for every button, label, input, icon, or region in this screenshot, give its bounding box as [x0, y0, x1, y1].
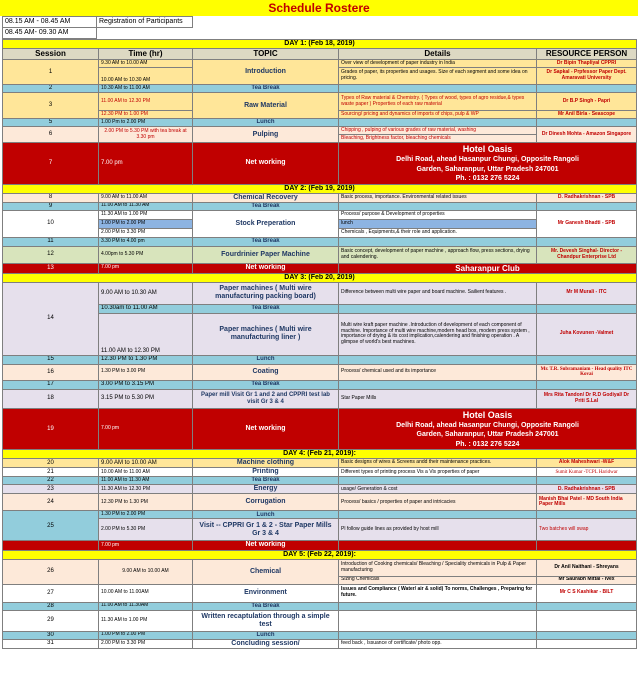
lunch-row: [3, 631, 637, 639]
session-topic: Paper mill Visit Gr 1 and 2 and CPPRI test lab visit Gr 3 & 4: [193, 389, 339, 408]
session-number: 6: [3, 127, 99, 143]
resource-person: Mr Anil Birla - Seascope: [537, 111, 637, 119]
session-time: 11.00 AM to 11.30 AM: [99, 477, 193, 485]
day-3-header: DAY 3: (Feb 20, 2019): [3, 273, 637, 282]
session-details: Process/ chemical used and its importance: [339, 364, 537, 380]
session-time: 11.00 AM to 11.30AM: [99, 602, 193, 610]
resource-person: Mr Ganesh Bhadti - SPB: [537, 210, 637, 237]
resource-person: Mr. T.R. Subramaniam - Head quality ITC Kovai: [537, 364, 637, 380]
day-5-header: DAY 5: (Feb 22, 2019):: [3, 550, 637, 559]
session-time: 9.00 AM to 11.00 AM: [99, 193, 193, 202]
session-details: Grades of paper, its properties and usages. Size of each segment and some idea on pricing.: [339, 68, 537, 85]
session-time: 12.30 PM to 1.30 PM: [99, 494, 193, 511]
session-topic: Paper machines ( Multi wire manufacturing liner ): [193, 313, 339, 355]
resource-person: Mr C S Kashikar - BILT: [537, 584, 637, 602]
resource-person: D. Radhakrishnan - SPB: [537, 193, 637, 202]
session-row-21: [3, 468, 637, 477]
session-number: 23: [3, 485, 99, 494]
session-details: Basic concept, development of paper machine , approach flow, press sections, drying and calendering.: [339, 246, 537, 263]
session-row-26: [3, 559, 637, 576]
hotel-phone: Ph. : 0132 276 5224: [455, 175, 520, 183]
session-time: 2.00 PM to 5.30 PM: [99, 519, 193, 541]
session-details: Types of Raw material & Chemistry. ( Types of wood, types of agro residue,& types waste paper ) Properties of each raw material: [339, 93, 537, 111]
session-row-10: [3, 210, 637, 219]
session-row-12: [3, 246, 637, 263]
session-topic: Chemical: [193, 559, 339, 584]
session-number: 8: [3, 193, 99, 202]
break-label: Tea Break: [193, 477, 339, 485]
session-row-18: [3, 389, 637, 408]
session-topic: Pulping: [193, 127, 339, 143]
session-row-24: [3, 494, 637, 511]
session-details: feed back , Issuance of certificate/ photo opp.: [339, 639, 537, 648]
break-label: Tea Break: [193, 380, 339, 389]
header-person: RESOURCE PERSON: [537, 49, 637, 60]
session-time: 7.00 pm: [99, 541, 193, 550]
session-details: Process/ purpose & Development of properties: [339, 210, 537, 219]
break-label: Tea Break: [193, 602, 339, 610]
lunch-row: [3, 119, 637, 127]
session-topic: Energy: [193, 485, 339, 494]
session-time: 12.30 PM to 1.30 PM: [99, 355, 193, 364]
hotel-name: Hotel Oasis: [462, 144, 513, 155]
session-time: 2.00 PM to 5.30 PM with tea break at 3.30 pm: [99, 127, 193, 143]
session-time: 10.30am to 11.00 AM: [99, 304, 193, 313]
header-topic: TOPIC: [193, 49, 339, 60]
session-row-14: [3, 282, 637, 304]
session-topic: Concluding session/: [193, 639, 339, 648]
resource-person: Dr B.P Singh - Papri: [537, 93, 637, 111]
session-time: 10.30 AM to 11.00 AM: [99, 85, 193, 93]
resource-person: Juha Kovunen -Valmet: [537, 313, 637, 355]
session-row-23: [3, 485, 637, 494]
session-details: Bleaching, Brightness factor, bleaching chemicals: [339, 135, 537, 143]
break-label: Lunch: [193, 511, 339, 519]
session-time: 3.30 PM to 4.00 pm: [99, 237, 193, 246]
resource-person: Mr M Murali - ITC: [537, 282, 637, 304]
break-label: Tea Break: [193, 202, 339, 210]
hotel-address: [339, 408, 637, 449]
session-topic: Net working: [193, 263, 339, 273]
session-details: Pl follow guide lines as provided by host mill: [339, 519, 537, 541]
session-details: Multi wire kraft paper machine .Introduction of development of each component of machine. Importance of multi wire machine,modern head box, modern press system , importance of drying & its cost implication,calendering and finishing operation . A glimpse of world's best machines.: [339, 313, 537, 355]
session-time: 9.00 AM to 10.00 AM: [99, 559, 193, 584]
session-time: 11.30 AM to 12.30 PM: [99, 485, 193, 494]
page-title: Schedule Rostere: [0, 0, 638, 16]
tea-row: [3, 85, 637, 93]
header-time: Time (hr): [99, 49, 193, 60]
session-details: Sizing Chemicals: [339, 576, 537, 584]
session-time: 11.00 AM to 12.30 PM: [99, 93, 193, 111]
session-time: 1.30 PM to 2.00 PM: [99, 511, 193, 519]
session-topic: Fourdrinier Paper Machine: [193, 246, 339, 263]
session-details: Over view of development of paper industry in India: [339, 60, 537, 68]
session-topic: Net working: [193, 143, 339, 184]
session-number: 19: [3, 408, 99, 449]
session-time: 2.00 PM to 3.30 PM: [99, 639, 193, 648]
session-details: Sourcing/ pricing and dynamics of imports of chips, pulp & WP: [339, 111, 537, 119]
session-topic: Visit -- CPPRI Gr 1 & 2 - Star Paper Mills Gr 3 & 4: [193, 519, 339, 541]
prelim-time: 08.45 AM- 09.30 AM: [3, 28, 97, 39]
session-time: 4.00pm to 5.30 PM: [99, 246, 193, 263]
session-row-16: [3, 364, 637, 380]
resource-person: Mr. Devesh Singhal- Director - Chandpur Enterprise Ltd: [537, 246, 637, 263]
session-time: 11.00 AM to 11.30 AM: [99, 202, 193, 210]
resource-person: Dr Anil Naithani - Shreyans: [537, 559, 637, 576]
networking-row: [3, 408, 637, 449]
resource-person: Sumit Kumar -TCPL Haridwar: [537, 468, 637, 477]
resource-person: Dr Dinesh Mohta - Amazon Singapore: [537, 127, 637, 143]
session-time: 1.00 PM to 2.00 PM: [99, 219, 193, 228]
session-row-1: [3, 60, 637, 68]
networking-row: [3, 263, 637, 273]
session-topic: Raw Material: [193, 93, 339, 119]
session-details: Basic process, importance. Environmental related issues: [339, 193, 537, 202]
session-number: 30: [3, 631, 99, 639]
session-number: 28: [3, 602, 99, 610]
resource-person: Mrs Rita Tandon/ Dr R.D Godiyal/ Dr Priti S.Lal: [537, 389, 637, 408]
break-label: Tea Break: [193, 237, 339, 246]
session-time: 1.30 PM to 3.00 PM: [99, 364, 193, 380]
session-row-6: [3, 127, 637, 135]
break-label: Lunch: [193, 631, 339, 639]
resource-person: Mr Saurabh Mittal - Ivex: [537, 576, 637, 584]
session-number: 27: [3, 584, 99, 602]
prelim-time: 08.15 AM - 08.45 AM: [3, 17, 97, 28]
session-number: 9: [3, 202, 99, 210]
break-label: Lunch: [193, 119, 339, 127]
resource-person: Dr Bipin Thapliyal CPPRI: [537, 60, 637, 68]
session-time: 3.00 PM to 3.15 PM: [99, 380, 193, 389]
hotel-phone: Ph. : 0132 276 5224: [455, 440, 520, 448]
session-time: 9.00 AM to 10.30 AM: [99, 282, 193, 304]
session-topic: Stock Preperation: [193, 210, 339, 237]
session-number: 26: [3, 559, 99, 584]
session-details: Introduction of Cooking chemicals/ Bleaching / Speciality chemicals in Pulp & Paper manufacturing: [339, 559, 537, 576]
session-number: 11: [3, 237, 99, 246]
session-details: Difference between multi wire paper and board machine. Sailient features .: [339, 282, 537, 304]
header-session: Session: [3, 49, 99, 60]
session-topic: Machine clothing: [193, 459, 339, 468]
session-number: 13: [3, 263, 99, 273]
session-number: 16: [3, 364, 99, 380]
header-details: Details: [339, 49, 537, 60]
session-topic: Introduction: [193, 60, 339, 85]
session-number: 17: [3, 380, 99, 389]
break-label: Tea Break: [193, 304, 339, 313]
session-details: Basic designs of wires & Screens andd their maintenance practices.: [339, 459, 537, 468]
session-number: 29: [3, 610, 99, 631]
resource-person: D. Radhakrishnan - SPB: [537, 485, 637, 494]
tea-row: [3, 380, 637, 389]
resource-person: Two batches will swap: [537, 519, 637, 541]
session-topic: Chemical Recovery: [193, 193, 339, 202]
session-details: Chemicals , Equipments,& their role and application.: [339, 228, 537, 237]
prelim-row: [3, 28, 637, 39]
session-row-8: [3, 193, 637, 202]
session-time: 11.30 AM to 1.00 PM: [99, 210, 193, 219]
hotel-address: [339, 143, 637, 184]
session-topic: Paper machines ( Multi wire manufacturing packing board): [193, 282, 339, 304]
session-details: Star Paper Mills: [339, 389, 537, 408]
session-number: 14: [3, 282, 99, 355]
session-number: 10: [3, 210, 99, 237]
tea-row: [3, 477, 637, 485]
resource-person: Manish Bhai Patel - MD South India Paper Mills: [537, 494, 637, 511]
session-topic: Environment: [193, 584, 339, 602]
session-time: 9.00 AM to 10.00 AM: [99, 459, 193, 468]
session-topic: Corrugation: [193, 494, 339, 511]
session-time: 1.00 PM to 2.00 PM: [99, 631, 193, 639]
session-number: 20: [3, 459, 99, 468]
resource-person: Dr Sapkal - Prpfessor Paper Dept. Amaravati University: [537, 68, 637, 85]
session-time: 10.00 AM to 10.30 AM: [99, 68, 193, 85]
session-number: 31: [3, 639, 99, 648]
session-time: 12.30 PM to 1.00 PM: [99, 111, 193, 119]
session-details: Different types of printing process Vis a Vis properties of paper: [339, 468, 537, 477]
resource-person: Alok Maheshwari -W&F: [537, 459, 637, 468]
hotel-line: Delhi Road, ahead Hasanpur Chungi, Opposite Rangoli: [396, 156, 579, 164]
session-topic: Printing: [193, 468, 339, 477]
session-number: 7: [3, 143, 99, 184]
session-time: 11.30 AM to 1.00 PM: [99, 610, 193, 631]
session-details: Issues and Compliance ( Water/ air & solid) To norms, Challenges , Preparing for future.: [339, 584, 537, 602]
session-details: usage/ Generation & cost: [339, 485, 537, 494]
tea-row: [3, 202, 637, 210]
session-row-27: [3, 584, 637, 602]
networking-row: [3, 143, 637, 184]
session-number: 3: [3, 93, 99, 119]
lunch-row: [3, 355, 637, 364]
session-row-29: [3, 610, 637, 631]
networking-row: [3, 541, 637, 550]
session-details: Chipping , pulping of various grades of raw material, washing: [339, 127, 537, 135]
day-4-header: DAY 4: (Feb 21, 2019):: [3, 450, 637, 459]
session-number: 24: [3, 494, 99, 511]
break-label: Lunch: [193, 355, 339, 364]
session-time: 11.00 AM to 12.30 PM: [99, 313, 193, 355]
tea-row: [3, 602, 637, 610]
session-time: 7.00 pm: [99, 143, 193, 184]
session-details: Process/ basics / properties of paper and intricacies: [339, 494, 537, 511]
day-1-header: DAY 1: (Feb 18, 2019): [3, 40, 637, 49]
session-time: 9.30 AM to 10.00 AM: [99, 60, 193, 68]
session-time: 7.00 pm: [99, 408, 193, 449]
day-2-header: DAY 2: (Feb 19, 2019): [3, 184, 637, 193]
column-headers: [3, 49, 637, 60]
session-number: 15: [3, 355, 99, 364]
session-number: 1: [3, 60, 99, 85]
session-number: 18: [3, 389, 99, 408]
hotel-line: Garden, Saharanpur, Uttar Pradesh 247001: [416, 431, 559, 439]
networking-venue: Saharanpur Club: [339, 263, 637, 273]
prelim-row: [3, 17, 637, 28]
schedule-table: [2, 39, 637, 649]
session-time: 3.15 PM to 5.30 PM: [99, 389, 193, 408]
session-row-3: [3, 93, 637, 111]
hotel-line: Delhi Road, ahead Hasanpur Chungi, Opposite Rangoli: [396, 421, 579, 429]
session-time: 10.00 AM to 11.00 AM: [99, 468, 193, 477]
session-time: 1.00 Pm to 2.00 PM: [99, 119, 193, 127]
break-label: Tea Break: [193, 85, 339, 93]
session-row-31: [3, 639, 637, 648]
session-time: 2.00 PM to 3.30 PM: [99, 228, 193, 237]
tea-row: [3, 237, 637, 246]
session-topic: Net working: [193, 541, 339, 550]
hotel-name: Hotel Oasis: [462, 409, 513, 420]
session-number: 25: [3, 511, 99, 541]
hotel-line: Garden, Saharanpur, Uttar Pradesh 247001: [416, 165, 559, 173]
session-number: 21: [3, 468, 99, 477]
session-number: 12: [3, 246, 99, 263]
session-number: 2: [3, 85, 99, 93]
session-topic: Written recaptulation through a simple test: [193, 610, 339, 631]
session-topic: Coating: [193, 364, 339, 380]
session-topic: Net working: [193, 408, 339, 449]
session-number: 22: [3, 477, 99, 485]
session-details: lunch: [339, 219, 537, 228]
session-number: 5: [3, 119, 99, 127]
session-time: 10.00 AM to 11.00AM: [99, 584, 193, 602]
prelim-table: [2, 16, 637, 39]
session-time: 7.00 pm: [99, 263, 193, 273]
session-row-20: [3, 459, 637, 468]
prelim-text: Registration of Participants: [97, 17, 193, 28]
session-row-25: [3, 511, 637, 519]
